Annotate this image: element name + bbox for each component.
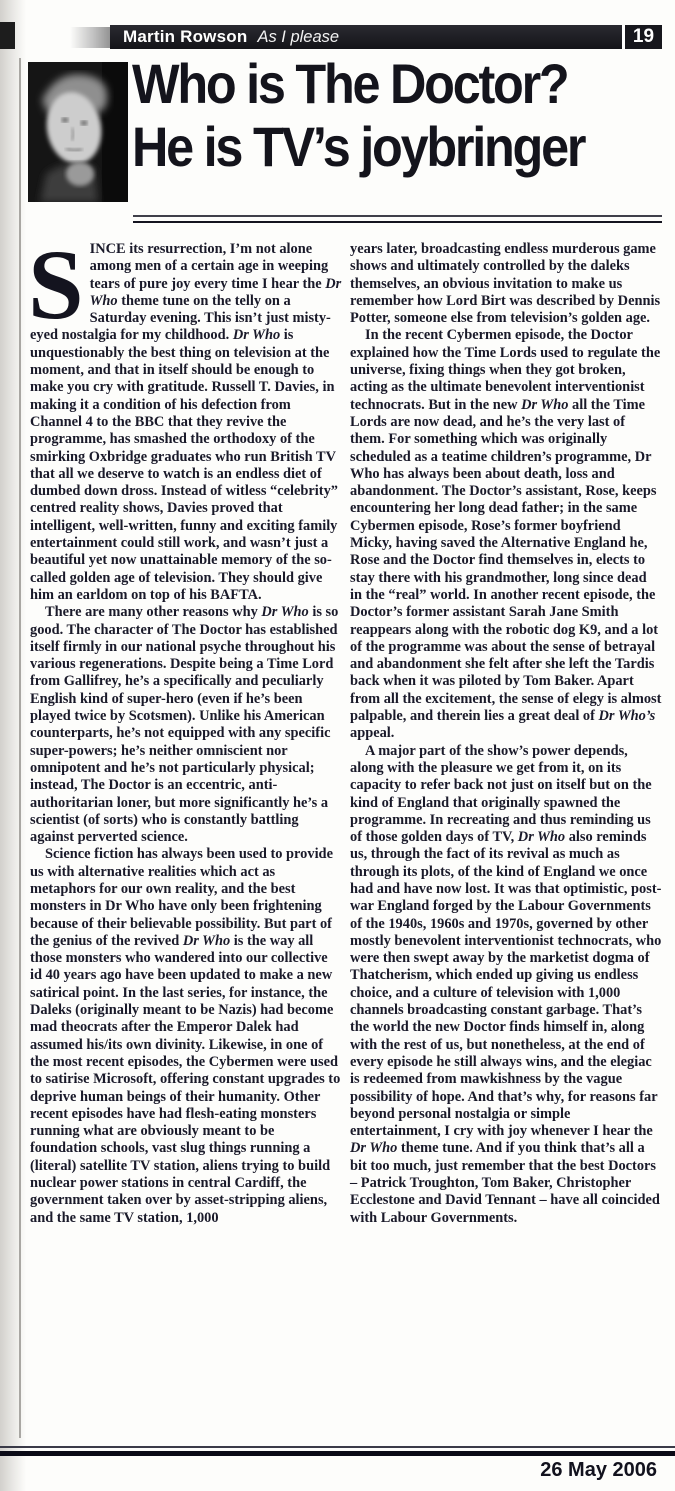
- footer-divider-rule: [0, 1446, 675, 1456]
- article-paragraph: years later, broadcasting endless murderous game shows and ultimately controlled by the daleks themselves, an obvious invitation to make us remember how Lord Birt was described by Dennis Potter, someone else from television’s golden age.: [350, 241, 661, 327]
- headline-line-1: Who is The Doctor?: [132, 52, 568, 115]
- article-column-1: [28, 229, 342, 1227]
- article-paragraph: Science fiction has always been used to provide us with alternative realities which act as metaphors for our own reality, and the best monsters in Dr Who have only been frightening because of their believable possibility. But part of the genius of the revived Dr Who is the way all those monsters who wandered into our collective id 40 years ago have been updated to make a new satirical point. In the last series, for instance, the Daleks (originally meant to be Nazis) had become mad theocrats after the Emperor Dalek had assumed his/its own divinity. Likewise, in one of the most recent episodes, the Cybermen were used to satirise Microsoft, offering constant upgrades to deprive human beings of their humanity. Other recent episodes have had flesh-eating monsters running what are obviously meant to be foundation schools, vast slug things running a (literal) satellite TV station, aliens trying to build nuclear power stations in central Cardiff, the government taken over by asset-stripping aliens, and the same TV station, 1,000: [30, 846, 341, 1226]
- scan-smudge-artifact: [70, 27, 112, 48]
- headline-line-2: He is TV’s joybringer: [132, 115, 585, 178]
- drop-cap: S: [28, 229, 84, 340]
- scan-edge-artifact: [0, 0, 26, 1491]
- masthead-bar-main: [110, 25, 622, 49]
- author-photo: [28, 62, 128, 202]
- headline-divider-rule: [133, 215, 662, 223]
- masthead-bar: [110, 25, 662, 49]
- article-paragraph: In the recent Cybermen episode, the Doctor explained how the Time Lords used to regulate the universe, fixing things when they got broken, acting as the ultimate benevolent interventionist technocrats. But in the new Dr Who all the Time Lords are now dead, and he’s the very last of them. For something which was originally scheduled as a teatime children’s programme, Dr Who has always been about death, loss and abandonment. The Doctor’s assistant, Rose, keeps encountering her long dead father; in the same Cybermen episode, Rose’s former boyfriend Micky, having saved the Alternative England he, Rose and the Doctor find themselves in, elects to stay there with his grandmother, long since dead in the “real” world. In another recent episode, the Doctor’s former assistant Sarah Jane Smith reappears along with the robotic dog K9, and a lot of the programme was about the sense of betrayal and abandonment she felt after she left the Tardis back when it was piloted by Tom Baker. Apart from all the excitement, the sense of elegy is almost palpable, and therein lies a great deal of Dr Who’s appeal.: [350, 327, 662, 742]
- column-title: As I please: [257, 27, 340, 46]
- page-number: 19: [625, 25, 662, 49]
- scan-corner-mark-artifact: [0, 22, 15, 49]
- article-paragraph: There are many other reasons why Dr Who is so good. The character of The Doctor has established itself firmly in our national psyche throughout his various regenerations. Despite being a Time Lord from Gallifrey, he’s a specifically and peculiarly English kind of super-hero (even if he’s been played twice by Scotsmen). Unlike his American counterparts, he’s not equipped with any specific super-powers; he’s neither omniscient nor omnipotent and he’s not particularly physical; instead, The Doctor is an eccentric, anti-authoritarian loner, but more significantly he’s a scientist (of sorts) who is constantly battling against perverted science.: [30, 604, 339, 846]
- article-paragraph: SINCE its resurrection, I’m not alone among men of a certain age in weeping tears of pure joy every time I hear the Dr Who theme tune on the telly on a Saturday evening. This isn’t just misty-eyed nostalgia for my childhood. Dr Who is unquestionably the best thing on television at the moment, and that in itself should be enough to make you cry with gratitude. Russell T. Davies, in making it a condition of his defection from Channel 4 to the BBC that they revive the programme, has smashed the orthodoxy of the smirking Oxbridge graduates who run British TV that all we deserve to watch is an endless diet of dumbed down dross. Instead of witless “celebrity” centred reality shows, Davies proved that intelligent, well-written, funny and exciting family entertainment could still work, and wasn’t just a beautiful yet now unattainable memory of the so-called golden age of television. They should give him an earldom on top of his BAFTA.: [28, 229, 342, 603]
- headline: [132, 52, 675, 178]
- issue-date: 26 May 2006: [540, 1459, 657, 1481]
- scan-fold-line-artifact: [19, 58, 21, 1438]
- author-name: Martin Rowson: [123, 27, 248, 46]
- article-body: [28, 229, 662, 1227]
- article-paragraph: A major part of the show’s power depends, along with the pleasure we get from it, on its capacity to refer back not just on itself but on the kind of England that originally spawned the programme. In recreating and thus reminding us of those golden days of TV, Dr Who also reminds us, through the fact of its revival as much as through its plots, of the kind of England we once had and have now lost. It was that optimistic, post-war England forged by the Labour Governments of the 1940s, 1960s and 1970s, governed by other mostly benevolent interventionist technocrats, who were then swept away by the marketist dogma of Thatcherism, which ended up giving us endless choice, and a culture of television with 1,000 channels broadcasting constant garbage. That’s the world the new Doctor finds himself in, along with the rest of us, but nonetheless, at the end of every episode he still always wins, and the elegiac is redeemed from mawkishness by the vague possibility of hope. And that’s why, for reasons far beyond personal nostalgia or simple entertainment, I cry with joy whenever I hear the Dr Who theme tune. And if you think that’s all a bit too much, just remember that the best Doctors – Patrick Troughton, Tom Baker, Christopher Ecclestone and David Tennant – have all coincided with Labour Governments.: [350, 742, 662, 1226]
- article-column-2: [350, 241, 662, 1227]
